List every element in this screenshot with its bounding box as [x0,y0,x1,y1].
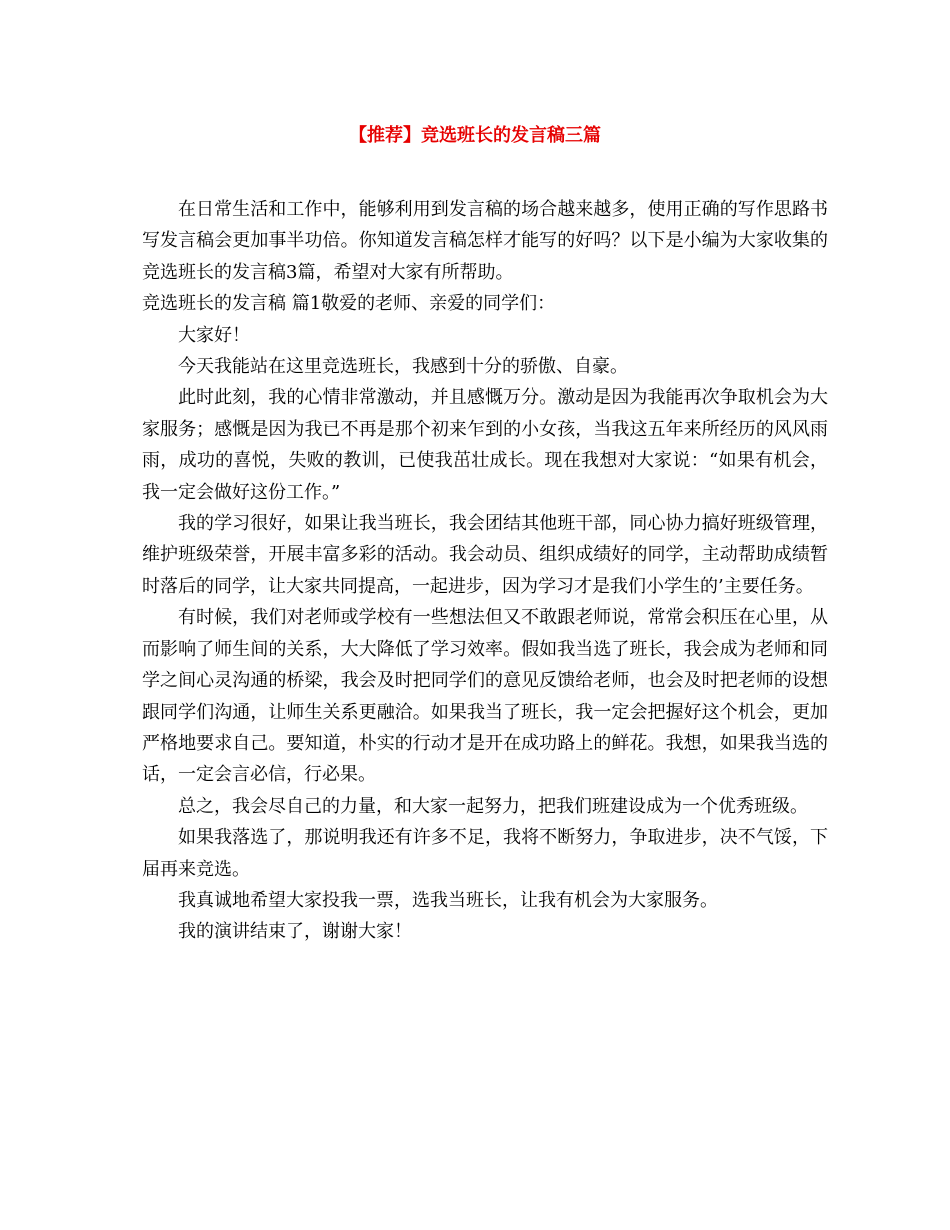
paragraph: 在日常生活和工作中，能够利用到发言稿的场合越来越多，使用正确的写作思路书写发言稿会更加事半功倍。你知道发言稿怎样才能写的好吗？以下是小编为大家收集的竞选班长的发言稿3篇，希望对大家有所帮助。 [142,199,828,283]
paragraph: 我真诚地希望大家投我一票，选我当班长，让我有机会为大家服务。 [178,889,718,911]
paragraph: 今天我能站在这里竞选班长，我感到十分的骄傲、自豪。 [178,356,628,378]
document-title: 【推荐】竞选班长的发言稿三篇 [349,125,601,146]
paragraph: 我的演讲结束了，谢谢大家！ [178,921,412,943]
paragraph: 竞选班长的发言稿 篇1敬爱的老师、亲爱的同学们： [142,293,556,315]
paragraph: 此时此刻，我的心情非常激动，并且感慨万分。激动是因为我能再次争取机会为大家服务；感慨是因为我已不再是那个初来乍到的小女孩，当我这五年来所经历的风风雨雨，成功的喜悦，失败的教训，已使我茁壮成长。现在我想对大家说：“如果有机会，我一定会做好这份工作。” [142,387,828,503]
paragraph: 我的学习很好，如果让我当班长，我会团结其他班干部，同心协力搞好班级管理，维护班级荣誉，开展丰富多彩的活动。我会动员、组织成绩好的同学，主动帮助成绩暂时落后的同学，让大家共同提高，一起进步，因为学习才是我们小学生的’主要任务。 [142,513,828,597]
paragraph: 有时候，我们对老师或学校有一些想法但又不敢跟老师说，常常会积压在心里，从而影响了师生间的关系，大大降低了学习效率。假如我当选了班长，我会成为老师和同学之间心灵沟通的桥梁，我会及时把同学们的意见反馈给老师，也会及时把老师的设想跟同学们沟通，让师生关系更融洽。如果我当了班长，我一定会把握好这个机会，更加严格地要求自己。要知道，朴实的行动才是开在成功路上的鲜花。我想，如果我当选的话，一定会言必信，行必果。 [142,607,828,786]
paragraph: 总之，我会尽自己的力量，和大家一起努力，把我们班建设成为一个优秀班级。 [178,795,808,817]
document-body [142,194,828,948]
paragraph: 如果我落选了，那说明我还有许多不足，我将不断努力，争取进步，决不气馁，下届再来竞选。 [142,827,828,880]
paragraph: 大家好！ [178,324,250,346]
